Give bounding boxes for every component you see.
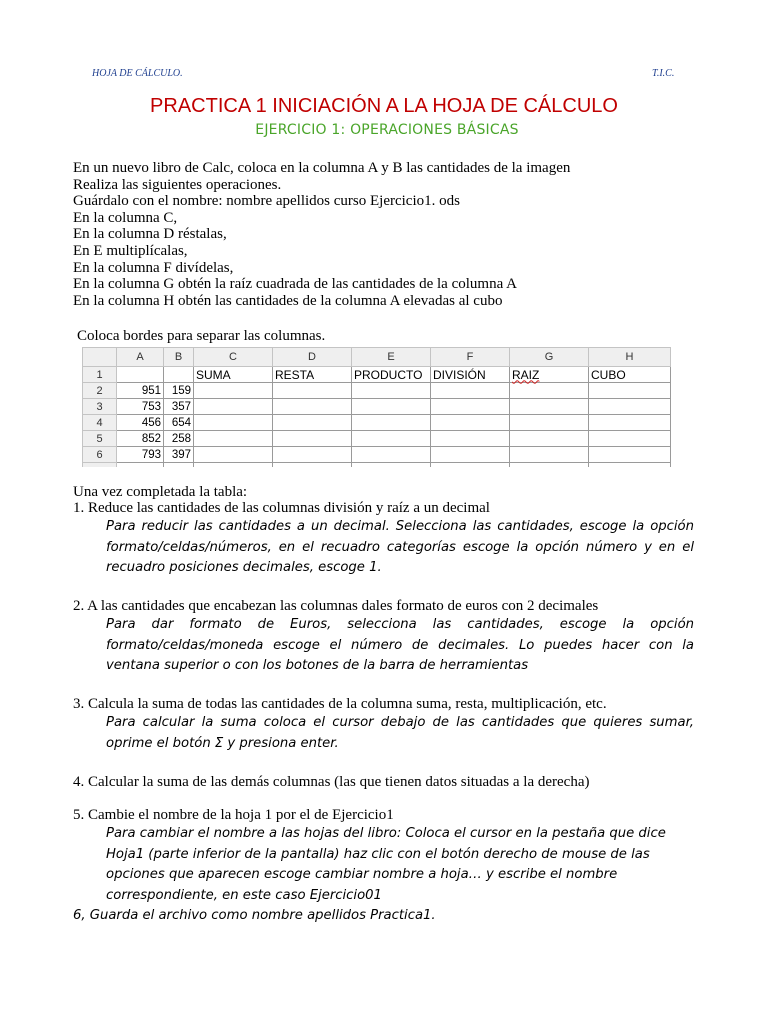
cell [117,367,164,383]
column-header-row [83,348,671,367]
intro-line: Guárdalo con el nombre: nombre apellidos curso Ejercicio1. ods [73,193,460,210]
cell [273,431,352,447]
cell [589,383,671,399]
cell-b: 654 [164,415,194,431]
question-1-explanation: Para reducir las cantidades a un decimal. Selecciona las cantidades, escoge la opción formato/celdas/números, en el recuadro categorías escoge la opción número y en el recuadro posiciones decimales, escoge 1. [106,519,694,575]
cell [510,431,589,447]
question-1: 1. Reduce las cantidades de las columnas división y raíz a un decimal [73,500,490,516]
row-number: 1 [83,367,117,383]
cell-b: 258 [164,431,194,447]
intro-instructions [73,160,570,309]
intro-line: En un nuevo libro de Calc, coloca en la columna A y B las cantidades de la imagen [73,160,571,176]
cell [431,447,510,463]
column-header-h: H [589,348,671,367]
cell [510,463,589,468]
cell-a: 951 [117,383,164,399]
cell-cubo: CUBO [589,367,671,383]
row-number: 4 [83,415,117,431]
cell [194,399,273,415]
cell [352,431,431,447]
cell-b: 357 [164,399,194,415]
cell-a: 753 [117,399,164,415]
cell [352,447,431,463]
intro-line: En la columna C, [73,209,178,226]
page-title: PRACTICA 1 INICIACIÓN A LA HOJA DE CÁLCULO [150,95,618,117]
cell [194,431,273,447]
intro-line: En la columna G obtén la raíz cuadrada de las cantidades de la columna A [73,276,517,293]
cell [117,463,164,468]
intro-line: En la columna D réstalas, [73,226,227,243]
cell [273,415,352,431]
column-header-e: E [352,348,431,367]
sheet-row [83,367,671,383]
cell-b: 397 [164,447,194,463]
cell [589,463,671,468]
cell [589,415,671,431]
header-left: HOJA DE CÁLCULO. [92,68,183,79]
sheet-row [83,399,671,415]
cell-raiz-text: RAIZ [512,367,540,382]
cell [431,431,510,447]
sheet-row [83,415,671,431]
cell [352,415,431,431]
question-3-explanation: Para calcular la suma coloca el cursor debajo de las cantidades que quieres sumar, oprime el botón Σ y presiona enter. [106,715,694,751]
cell [194,447,273,463]
cell [589,399,671,415]
column-header-a: A [117,348,164,367]
cell-producto: PRODUCTO [352,367,431,383]
column-header-d: D [273,348,352,367]
row-number: 6 [83,447,117,463]
column-header-c: C [194,348,273,367]
corner-cell [83,348,117,367]
borders-note: Coloca bordes para separar las columnas. [77,328,326,344]
cell [164,463,194,468]
cell [164,367,194,383]
row-number: 3 [83,399,117,415]
cell [431,383,510,399]
question-5: 5. Cambie el nombre de la hoja 1 por el de Ejercicio1 [73,807,394,823]
cell [273,383,352,399]
cell [510,383,589,399]
sheet-row [83,447,671,463]
cell [431,415,510,431]
intro-line: En la columna H obtén las cantidades de la columna A elevadas al cubo [73,292,503,309]
question-5-explanation: Para cambiar el nombre a las hojas del libro: Coloca el cursor en la pestaña que dice Hoja1 (parte inferior de la pantalla) haz clic con el botón derecho de mouse de las opciones que aparecen escoge cambiar nombre a hoja… y escribe el nombre correspondiente, en este caso Ejercicio01 [106,826,666,903]
cell [589,447,671,463]
column-header-b: B [164,348,194,367]
cell-division: DIVISIÓN [431,367,510,383]
cell-suma: SUMA [194,367,273,383]
intro-line: En E multiplícalas, [73,242,188,259]
cell-a: 852 [117,431,164,447]
column-header-g: G [510,348,589,367]
cell [352,383,431,399]
sheet-row [83,431,671,447]
cell [273,399,352,415]
intro-line: En la columna F divídelas, [73,259,234,276]
cell-raiz [510,367,589,383]
cell [194,383,273,399]
column-header-f: F [431,348,510,367]
question-6: 6, Guarda el archivo como nombre apellidos Practica1. [73,908,436,923]
cell-a: 456 [117,415,164,431]
cell [431,463,510,468]
cell [510,447,589,463]
sheet-row-cut [83,463,671,468]
sheet-row [83,383,671,399]
cell-b: 159 [164,383,194,399]
cell [352,463,431,468]
row-number: 2 [83,383,117,399]
cell [510,399,589,415]
intro-line: Realiza las siguientes operaciones. [73,176,282,193]
row-number: 5 [83,431,117,447]
cell [194,463,273,468]
question-2: 2. A las cantidades que encabezan las columnas dales formato de euros con 2 decimales [73,598,599,614]
header-right: T.I.C. [652,68,675,79]
question-3: 3. Calcula la suma de todas las cantidades de la columna suma, resta, multiplicación, etc. [73,696,607,712]
cell [510,415,589,431]
cell [431,399,510,415]
page-subtitle: EJERCICIO 1: OPERACIONES BÁSICAS [255,122,519,138]
cell [273,463,352,468]
cell [273,447,352,463]
cell-a: 793 [117,447,164,463]
row-number [83,463,117,468]
cell-resta: RESTA [273,367,352,383]
after-table-text: Una vez completada la tabla: [73,484,248,500]
cell [194,415,273,431]
cell [589,431,671,447]
spreadsheet-image [82,347,671,467]
question-4: 4. Calcular la suma de las demás columnas (las que tienen datos situadas a la derecha) [73,774,590,790]
question-2-explanation: Para dar formato de Euros, selecciona las cantidades, escoge la opción formato/celdas/moneda escoge el número de decimales. Lo puedes hacer con la ventana superior o con los botones de la barra de herramientas [106,617,694,673]
cell [352,399,431,415]
